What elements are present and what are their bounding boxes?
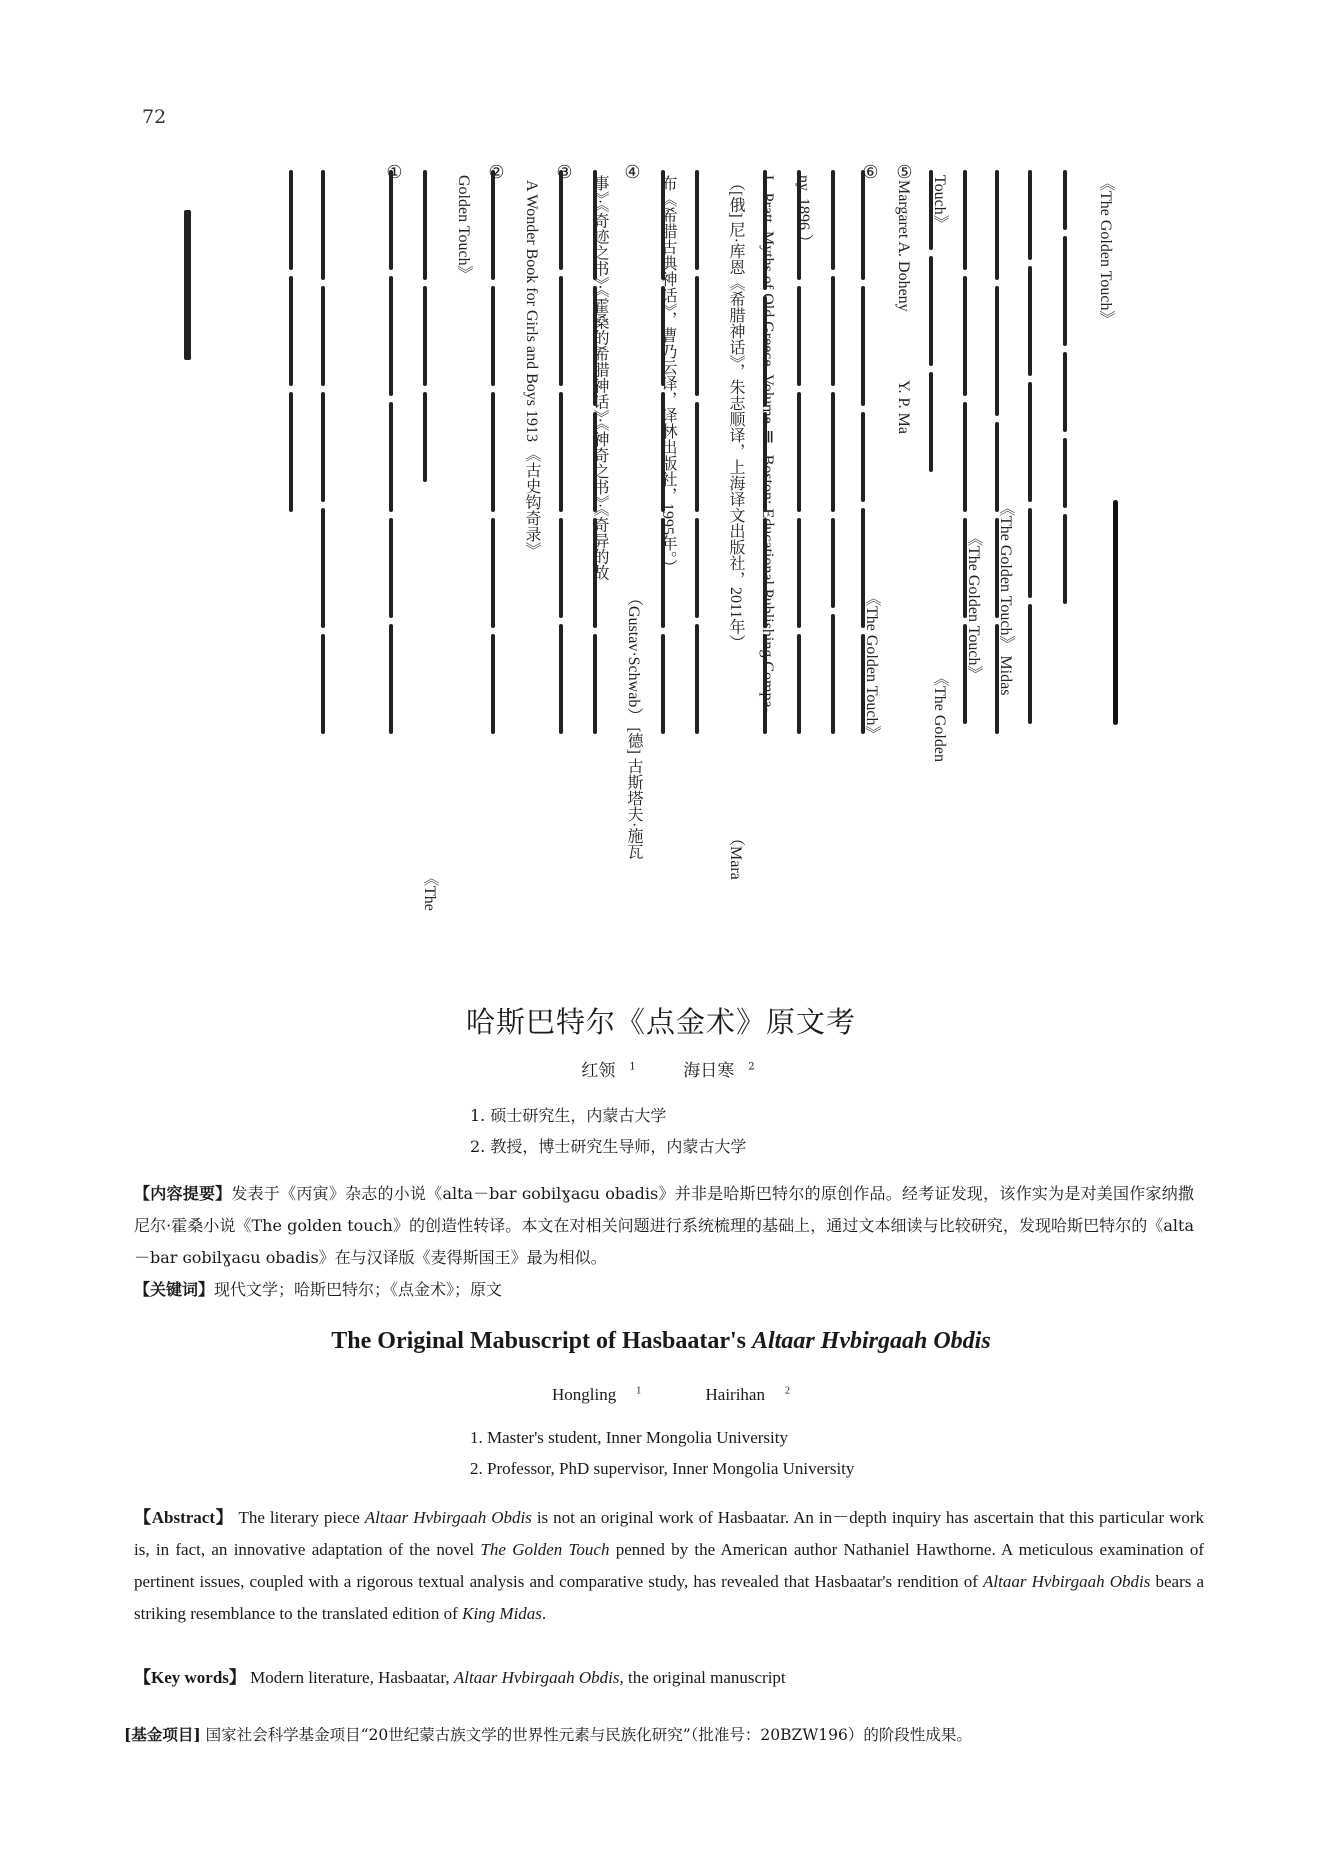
mongolian-text-column — [380, 170, 402, 750]
vertical-text-run: L. Pratt. Myths of Old Greece. Volume Ⅲ. Boston: Educational Publishing Compa- — [759, 175, 776, 713]
abstract-en-text: penned by the American author Nathaniel Hawthorne. A meticulous examination of pertinent issues, coupled with a rigorous textual analysis and comparative study, has revealed that Hasbaatar's rendition of — [134, 1540, 1205, 1591]
affiliation-cn-1: 1. 硕士研究生，内蒙古大学 — [470, 1106, 667, 1125]
authors-cn — [0, 1056, 1322, 1081]
author-cn-2: 海日寒 $^2$ — [683, 1061, 755, 1081]
authors-en — [0, 1385, 1322, 1405]
mongolian-text-column — [686, 170, 708, 750]
vertical-text-run: 《The — [421, 870, 438, 911]
abstract-en-text: . — [541, 1604, 547, 1623]
vertical-text-run: （[俄] 尼·库恩《希腊神话》，朱志顺译，上海译文出版社，2011年） — [727, 175, 744, 651]
mongolian-text-column — [822, 170, 844, 750]
article-title-en-main: The Original Mabuscript of Hasbaatar's — [331, 1328, 746, 1354]
funding-label: [基金项目] — [124, 1725, 201, 1744]
footnote-marker: ⑤ — [895, 162, 915, 183]
keywords-cn-text: 现代文学；哈斯巴特尔；《点金术》；原文 — [214, 1280, 503, 1299]
keywords-cn-label: 【关键词】 — [134, 1280, 215, 1299]
footnote-marker: ④ — [623, 162, 643, 183]
mongolian-heading — [1104, 500, 1126, 725]
mongolian-text-column — [414, 170, 436, 500]
vertical-text-run: Golden Touch》 — [455, 175, 472, 282]
vertical-text-run: 《The Golden Touch》 Midas — [997, 500, 1014, 696]
funding-text: 国家社会科学基金项目“20世纪蒙古族文学的世界性元素与民族化研究”（批准号：20BZW196）的阶段性成果。 — [205, 1726, 972, 1744]
vertical-text-run: 《The Golden Touch》 — [863, 590, 880, 742]
mongolian-text-column — [312, 170, 334, 740]
abstract-cn-text: 发表于《丙寅》杂志的小说《alta－bar ɢobilɣaɢu obadis》并非是哈斯巴特尔的原创作品。经考证发现，该作实为是对美国作家纳撒尼尔·霍桑小说《The golden touch》的创造性转译。本文在对相关问题进行系统梳理的基础上，通过文本细读与比较研究，发现哈斯巴特尔的《alta－bar ɢobilɣaɢu obadis》在与汉译版《麦得斯国王》最为相似。 — [134, 1184, 1194, 1267]
vertical-text-run: 《The Golden Touch》 — [965, 530, 982, 682]
vertical-text-run: ny. 1896.） — [795, 175, 812, 250]
vertical-text-run: （Mara — [727, 830, 744, 880]
keywords-en-text: Modern literature, Hasbaatar, — [250, 1668, 450, 1687]
author-en-1: Hongling $^1$ — [552, 1385, 642, 1404]
article-title-en-italic: Altaar Hvbirgaah Obdis — [751, 1328, 991, 1354]
mongolian-text-column — [280, 170, 302, 570]
abstract-en-title-ref: Altaar Hvbirgaah Obdis — [983, 1572, 1151, 1591]
affiliation-en-1: 1. Master's student, Inner Mongolia University — [470, 1428, 788, 1447]
vertical-text-run: Touch》 — [931, 175, 948, 231]
keywords-en — [134, 1662, 1204, 1694]
abstract-en-text: The literary piece — [238, 1508, 360, 1527]
vertical-text-run: 事》·《奇迹之书》·《霍桑的希腊神话》·《神奇之书》·《奇异的故 — [591, 175, 608, 581]
mongolian-text-column — [1054, 170, 1076, 620]
abstract-en-text: bears a striking resemblance to the translated edition of — [134, 1572, 1205, 1623]
mongolian-vertical-section — [168, 162, 1168, 930]
mongolian-heading-glyph — [1113, 500, 1118, 725]
abstract-cn-label: 【内容提要】 — [134, 1184, 232, 1203]
funding-note — [124, 1723, 1214, 1745]
vertical-text-run: （Gustav·Schwab） [德] 古斯塔夫·施瓦 — [625, 590, 642, 860]
vertical-text-run: 《The Golden Touch》 — [1097, 175, 1114, 327]
footnote-marker: ⑥ — [861, 162, 881, 183]
author-cn-1: 红领 $^1$ — [581, 1061, 636, 1081]
footnote-marker: ③ — [555, 162, 575, 183]
abstract-en-label: 【Abstract】 — [134, 1508, 234, 1527]
abstract-cn — [134, 1178, 1194, 1274]
abstract-en-title-ref: The Golden Touch — [480, 1540, 610, 1559]
mongolian-text-column — [788, 170, 810, 750]
keywords-cn — [134, 1274, 1194, 1306]
article-title-cn: 哈斯巴特尔《点金术》原文考 — [465, 1005, 856, 1039]
mongolian-text-column — [176, 210, 198, 370]
abstract-en — [134, 1502, 1204, 1630]
keywords-en-label: 【Key words】 — [134, 1668, 246, 1687]
vertical-text-run: A Wonder Book for Girls and Boys 1913 《古史钩奇录》 — [523, 180, 540, 558]
affiliation-en-2: 2. Professor, PhD supervisor, Inner Mongolia University — [470, 1459, 855, 1478]
mongolian-text-column — [550, 170, 572, 750]
vertical-text-run: 《The Golden — [931, 670, 948, 762]
page-number: 72 — [142, 106, 167, 128]
vertical-text-run: Margaret A. Doheny — [895, 180, 912, 312]
vertical-text-run: Y. P. Ma — [895, 380, 912, 434]
abstract-en-title-ref: King Midas — [462, 1604, 542, 1623]
keywords-en-text: , the original manuscript — [619, 1668, 786, 1687]
mongolian-text-column — [482, 170, 504, 750]
footnote-marker: ① — [385, 162, 405, 183]
article-title-en — [0, 1328, 1322, 1355]
author-en-2: Hairihan $^2$ — [705, 1385, 790, 1404]
vertical-text-run: 布《希腊古典神话》，曹乃云译，译林出版社，1995年。） — [659, 175, 676, 575]
affiliation-cn-2: 2. 教授，博士研究生导师，内蒙古大学 — [470, 1137, 747, 1156]
abstract-en-text: is not an original work of Hasbaatar. An in－depth inquiry has ascertain that this particular work is, in fact, an innovative adaptation of the novel — [134, 1508, 1205, 1559]
keywords-en-title-ref: Altaar Hvbirgaah Obdis — [453, 1668, 620, 1687]
footnote-marker: ② — [487, 162, 507, 183]
abstract-en-title-ref: Altaar Hvbirgaah Obdis — [364, 1508, 532, 1527]
mongolian-text-column — [1019, 170, 1041, 750]
